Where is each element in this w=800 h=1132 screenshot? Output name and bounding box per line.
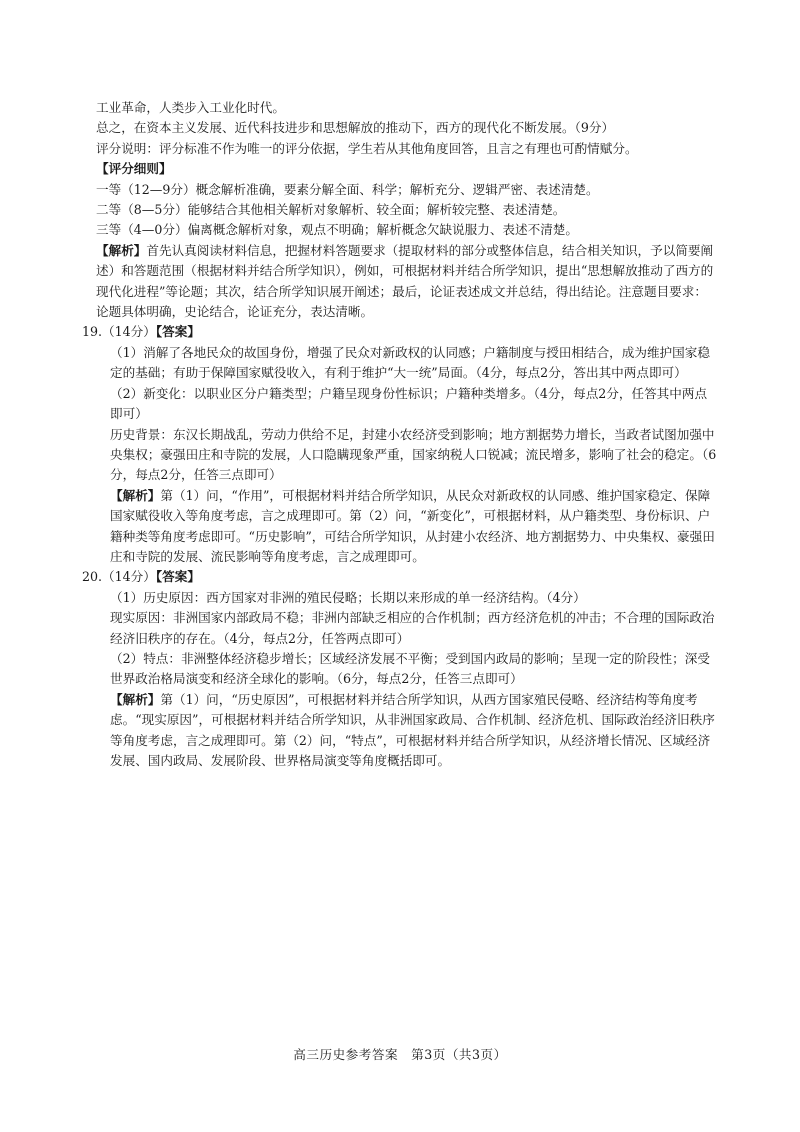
line-text: （1）历史原因：西方国家对非洲的殖民侵略；长期以来形成的单一经济结构。（4分） xyxy=(110,589,586,605)
question-19-body xyxy=(96,343,718,567)
page-footer: 高三历史参考答案 第3页（共3页） xyxy=(293,1047,507,1062)
line-text: 一等（12—9分）概念解析准确，要素分解全面、科学；解析充分、逻辑严密、表述清楚。 xyxy=(96,181,599,197)
line-text: 评分说明：评分标准不作为唯一的评分依据，学生若从其他角度回答，且言之有理也可酌情赋分。 xyxy=(96,140,638,156)
text-line xyxy=(110,588,718,608)
analysis-paragraph xyxy=(96,241,718,323)
text-line xyxy=(96,220,718,240)
question-score: （14分） xyxy=(102,569,156,585)
text-line xyxy=(96,139,718,159)
section-tag: 【解析】 xyxy=(110,691,161,707)
line-text: 现实原因：非洲国家内部政局不稳；非洲内部缺乏相应的合作机制；西方经济危机的冲击；不合理的国际政治经济旧秩序的存在。（4分，每点2分，任答两点即可） xyxy=(110,610,715,646)
text-line xyxy=(96,180,718,200)
section-tag: 【评分细则】 xyxy=(96,161,172,177)
line-text: 第（1）问，“历史原因”，可根据材料并结合所学知识，从西方国家殖民侵略、经济结构等角度考虑。“现实原因”，可根据材料并结合所学知识，从非洲国家政局、合作机制、经济危机、国际政治经济旧秩序等角度考虑，言之成理即可。第（2）问，“特点”，可根据材料并结合所学知识，从经济增长情况、区域经济发展、国内政局、发展阶段、世界格局演变等角度概括即可。 xyxy=(110,691,715,768)
question-19-heading xyxy=(82,322,718,342)
line-text: 工业革命，人类步入工业化时代。 xyxy=(96,100,285,115)
analysis-paragraph xyxy=(110,486,718,568)
text-line xyxy=(110,649,718,690)
line-text: 首先认真阅读材料信息，把握材料答题要求（提取材料的部分或整体信息，结合相关知识，予以简要阐述）和答题范围（根据材料并结合所学知识），例如，可根据材料并结合所学知识，提出“思想解放推动了西方的现代化进程”等论题；其次，结合所学知识展开阐述；最后，论证表述成文并总结，得出结论。注意题目要求：论题具体明确，史论结合，论证充分，表达清晰。 xyxy=(96,242,714,320)
line-text: （2）特点：非洲整体经济稳步增长；区域经济发展不平衡；受到国内政局的影响；呈现一定的阶段性；深受世界政治格局演变和经济全球化的影响。（6分，每点2分，任答三点即可） xyxy=(110,650,710,687)
answer-content xyxy=(82,98,718,771)
section-tag: 【解析】 xyxy=(96,242,147,258)
question-score: （14分） xyxy=(102,324,156,340)
question-20-body xyxy=(96,588,718,772)
text-line xyxy=(110,425,718,486)
answer-tag: 【答案】 xyxy=(155,569,200,585)
text-line xyxy=(96,118,718,138)
scoring-rules-heading xyxy=(96,159,718,179)
line-text: 总之，在资本主义发展、近代科技进步和思想解放的推动下，西方的现代化不断发展。（9分） xyxy=(96,120,615,136)
analysis-paragraph xyxy=(110,690,718,772)
answer-tag: 【答案】 xyxy=(155,324,200,340)
question-number: 19. xyxy=(82,324,103,340)
text-line xyxy=(110,608,718,649)
line-text: 第（1）问，“作用”，可根据材料并结合所学知识，从民众对新政权的认同感、维护国家稳定、保障国家赋役收入等角度考虑，言之成理即可。第（2）问，“新变化”，可根据材料，从户籍类型、身份标识、户籍种类等角度考虑即可。“历史影响”，可结合所学知识，从封建小农经济、地方割据势力、中央集权、豪强田庄和寺院的发展、流民影响等角度考虑，言之成理即可。 xyxy=(110,487,715,564)
line-text: 历史背景：东汉长期战乱，劳动力供给不足，封建小农经济受到影响；地方割据势力增长，当政者试图加强中央集权；豪强田庄和寺院的发展，人口隐瞒现象严重，国家纳税人口锐减；流民增多，影响了社会的稳定。（6分，每点2分，任答三点即可） xyxy=(110,426,717,483)
line-text: 二等（8—5分）能够结合其他相关解析对象解析、较全面；解析较完整、表述清楚。 xyxy=(96,202,566,218)
question-20-heading xyxy=(82,567,718,587)
line-text: （2）新变化：以职业区分户籍类型；户籍呈现身份性标识；户籍种类增多。（4分，每点2分，任答其中两点即可） xyxy=(110,385,708,422)
section-tag: 【解析】 xyxy=(110,487,161,503)
text-line xyxy=(96,98,718,118)
text-line xyxy=(110,343,718,384)
question-number: 20. xyxy=(82,569,103,585)
line-text: 三等（4—0分）偏离概念解析对象，观点不明确；解析概念欠缺说服力、表述不清楚。 xyxy=(96,222,578,238)
text-line xyxy=(96,200,718,220)
line-text: （1）消解了各地民众的故国身份，增强了民众对新政权的认同感；户籍制度与授田相结合，成为维护国家稳定的基础；有助于保障国家赋役收入，有利于维护“大一统”局面。（4分，每点2分，答出其中两点即可） xyxy=(110,344,710,381)
text-line xyxy=(110,384,718,425)
